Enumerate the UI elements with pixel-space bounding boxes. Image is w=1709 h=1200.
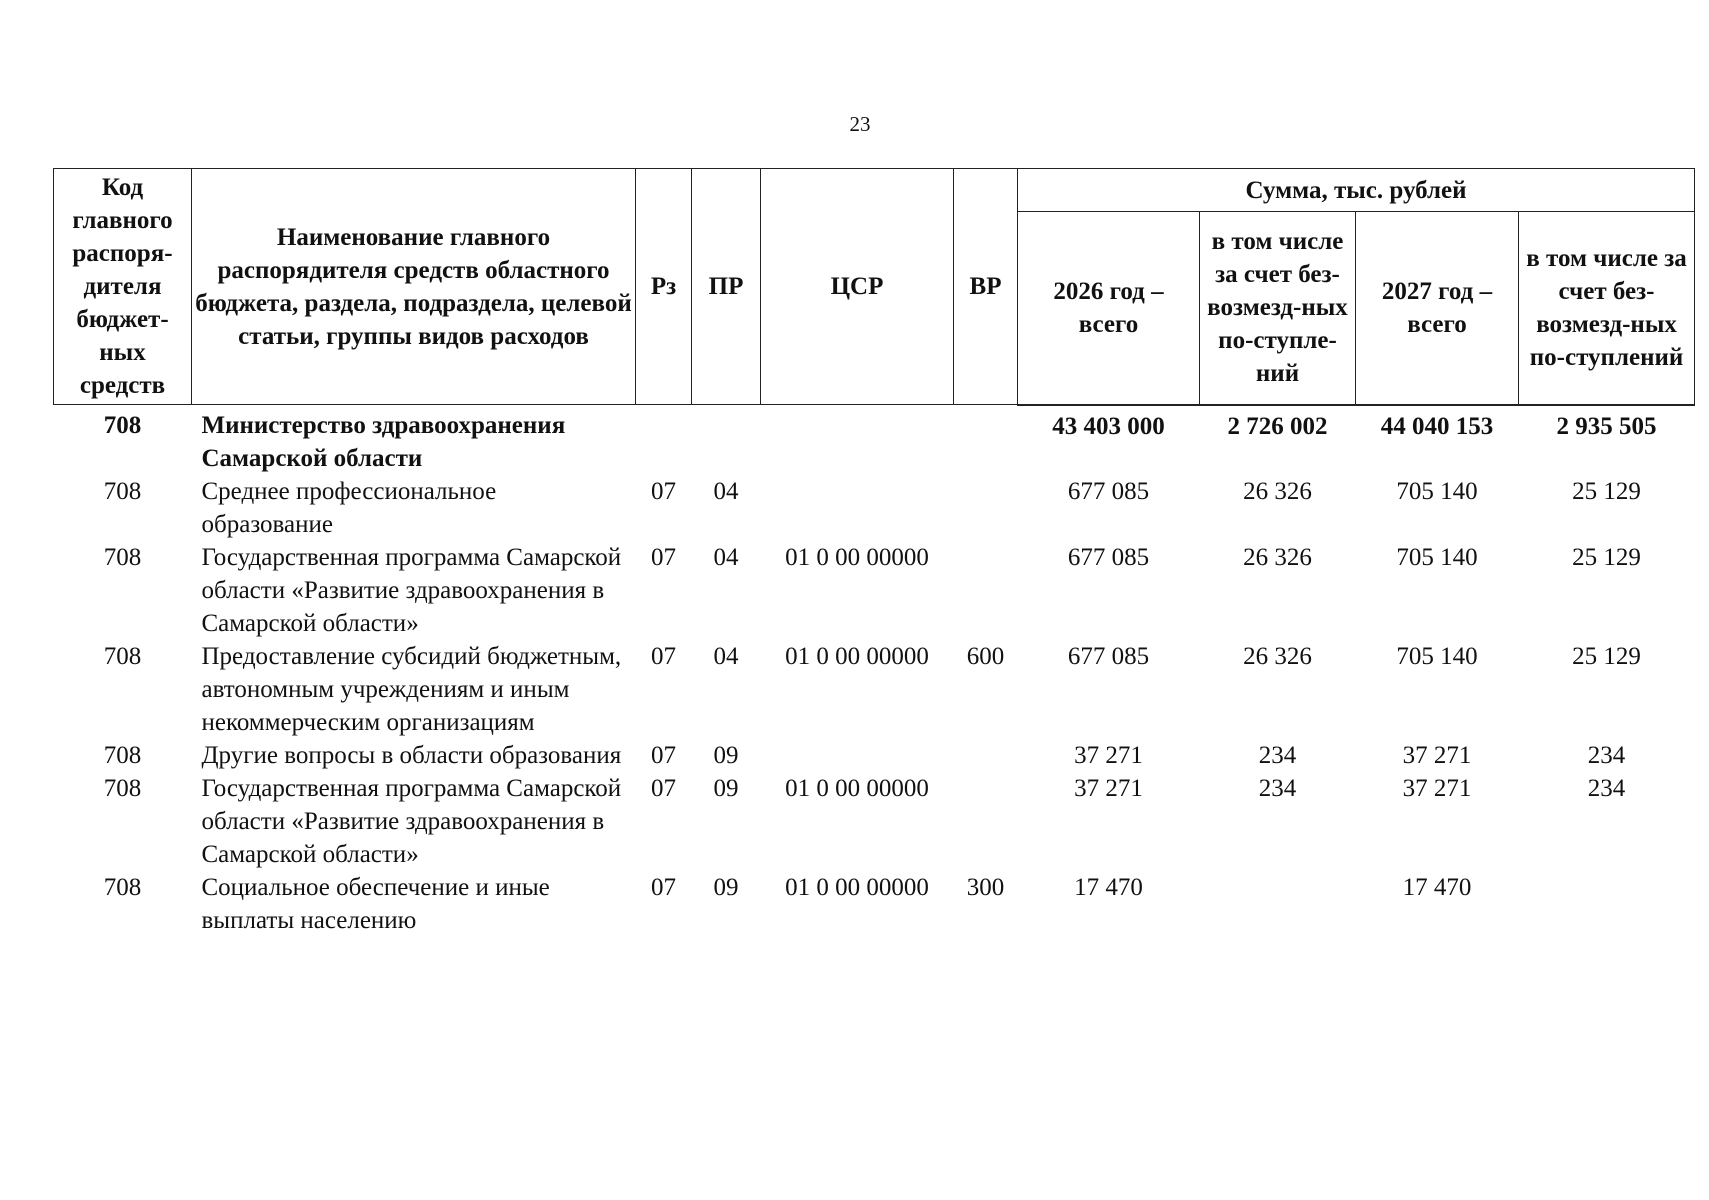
cell-name: Социальное обеспечение и иные выплаты населению	[201, 874, 550, 934]
cell-csr	[761, 475, 954, 541]
cell-2027-grants: 234	[1587, 775, 1626, 802]
cell-name: Другие вопросы в области образования	[201, 742, 622, 769]
cell-vr	[954, 475, 1018, 541]
cell-code: 708	[103, 478, 142, 505]
cell-code: 708	[103, 544, 142, 571]
cell-name: Государственная программа Самарской области «Развитие здравоохранения в Самарской области»	[201, 544, 622, 637]
cell-2026-total: 43 403 000	[1052, 412, 1165, 440]
cell-pr: 09	[713, 775, 739, 802]
cell-2026-grants: 2 726 002	[1227, 412, 1328, 440]
cell-code: 708	[103, 412, 142, 439]
cell-code: 708	[103, 643, 142, 670]
cell-2027-grants: 2 935 505	[1556, 412, 1657, 440]
cell-rz: 07	[651, 874, 676, 901]
table-row	[54, 405, 1695, 476]
cell-2026-grants: 234	[1258, 775, 1297, 802]
table-header-row	[54, 169, 1695, 212]
cell-2026-grants	[1200, 871, 1356, 937]
table-row	[54, 475, 1695, 541]
cell-2027-grants: 25 129	[1572, 643, 1641, 670]
cell-2027-total: 705 140	[1396, 544, 1478, 571]
cell-name: Министерство здравоохранения Самарской области	[201, 412, 566, 472]
cell-code: 708	[103, 742, 142, 769]
table-row	[54, 871, 1695, 937]
page-number: 23	[849, 112, 871, 136]
cell-vr	[954, 405, 1018, 476]
cell-2026-total: 37 271	[1074, 742, 1143, 769]
header-name: Наименование главного распорядителя средств областного бюджета, раздела, подраздела, целевой статьи, группы видов расходов	[192, 169, 636, 405]
cell-pr: 04	[713, 544, 739, 571]
cell-2027-grants: 234	[1587, 742, 1626, 769]
cell-csr: 01 0 00 00000	[785, 775, 929, 802]
cell-vr	[954, 739, 1018, 772]
header-code: Код главного распоря-дителя бюджет-ных средств	[54, 169, 192, 405]
budget-table	[53, 168, 1695, 937]
table-row	[54, 739, 1695, 772]
cell-2026-total: 17 470	[1074, 874, 1143, 901]
cell-2027-total: 17 470	[1402, 874, 1472, 901]
cell-name: Среднее профессиональное образование	[201, 478, 497, 538]
header-csr: ЦСР	[761, 169, 954, 405]
table-row	[54, 640, 1695, 739]
cell-2027-total: 37 271	[1402, 775, 1472, 802]
cell-rz	[636, 405, 692, 476]
cell-pr: 09	[713, 874, 739, 901]
header-2026-total: 2026 год – всего	[1018, 212, 1200, 405]
cell-2027-total: 44 040 153	[1380, 412, 1494, 440]
cell-vr	[954, 772, 1018, 871]
cell-csr	[761, 739, 954, 772]
cell-2027-total: 37 271	[1402, 742, 1472, 769]
cell-pr: 09	[713, 742, 739, 769]
cell-2026-grants: 234	[1258, 742, 1297, 769]
cell-pr	[692, 405, 761, 476]
cell-code: 708	[103, 874, 142, 901]
cell-vr	[954, 541, 1018, 640]
cell-rz: 07	[651, 742, 676, 769]
table-body	[54, 405, 1695, 938]
header-2027-grants: в том числе за счет без-возмезд-ных по-ступлений	[1519, 212, 1695, 405]
cell-2027-total: 705 140	[1396, 478, 1478, 505]
cell-code: 708	[103, 775, 142, 802]
header-2026-grants: в том числе за счет без-возмезд-ных по-ступле-ний	[1200, 212, 1356, 405]
cell-csr	[761, 405, 954, 476]
cell-name: Государственная программа Самарской области «Развитие здравоохранения в Самарской области»	[201, 775, 622, 868]
table-row	[54, 541, 1695, 640]
cell-2026-grants: 26 326	[1243, 478, 1312, 505]
cell-2026-total: 37 271	[1074, 775, 1143, 802]
cell-2027-grants	[1519, 871, 1695, 937]
cell-rz: 07	[651, 544, 676, 571]
cell-vr: 600	[966, 643, 1005, 670]
cell-2027-total: 705 140	[1396, 643, 1478, 670]
cell-csr: 01 0 00 00000	[785, 544, 929, 571]
cell-csr: 01 0 00 00000	[785, 874, 929, 901]
cell-pr: 04	[713, 643, 739, 670]
cell-2027-grants: 25 129	[1572, 544, 1641, 571]
cell-rz: 07	[651, 775, 676, 802]
cell-2027-grants: 25 129	[1572, 478, 1641, 505]
cell-2026-total: 677 085	[1067, 643, 1150, 670]
cell-2026-grants: 26 326	[1243, 544, 1312, 571]
cell-pr: 04	[713, 478, 739, 505]
cell-rz: 07	[651, 478, 676, 505]
header-2027-total: 2027 год – всего	[1356, 212, 1519, 405]
header-sum: Сумма, тыс. рублей	[1018, 169, 1695, 212]
cell-csr: 01 0 00 00000	[785, 643, 929, 670]
cell-2026-grants: 26 326	[1243, 643, 1312, 670]
cell-name: Предоставление субсидий бюджетным, автономным учреждениям и иным некоммерческим организациям	[201, 643, 622, 736]
header-pr: ПР	[692, 169, 761, 405]
header-vr: ВР	[954, 169, 1018, 405]
table-row	[54, 772, 1695, 871]
cell-2026-total: 677 085	[1067, 478, 1150, 505]
header-rz: Рз	[636, 169, 692, 405]
cell-vr: 300	[966, 874, 1005, 901]
cell-rz: 07	[651, 643, 676, 670]
cell-2026-total: 677 085	[1067, 544, 1150, 571]
